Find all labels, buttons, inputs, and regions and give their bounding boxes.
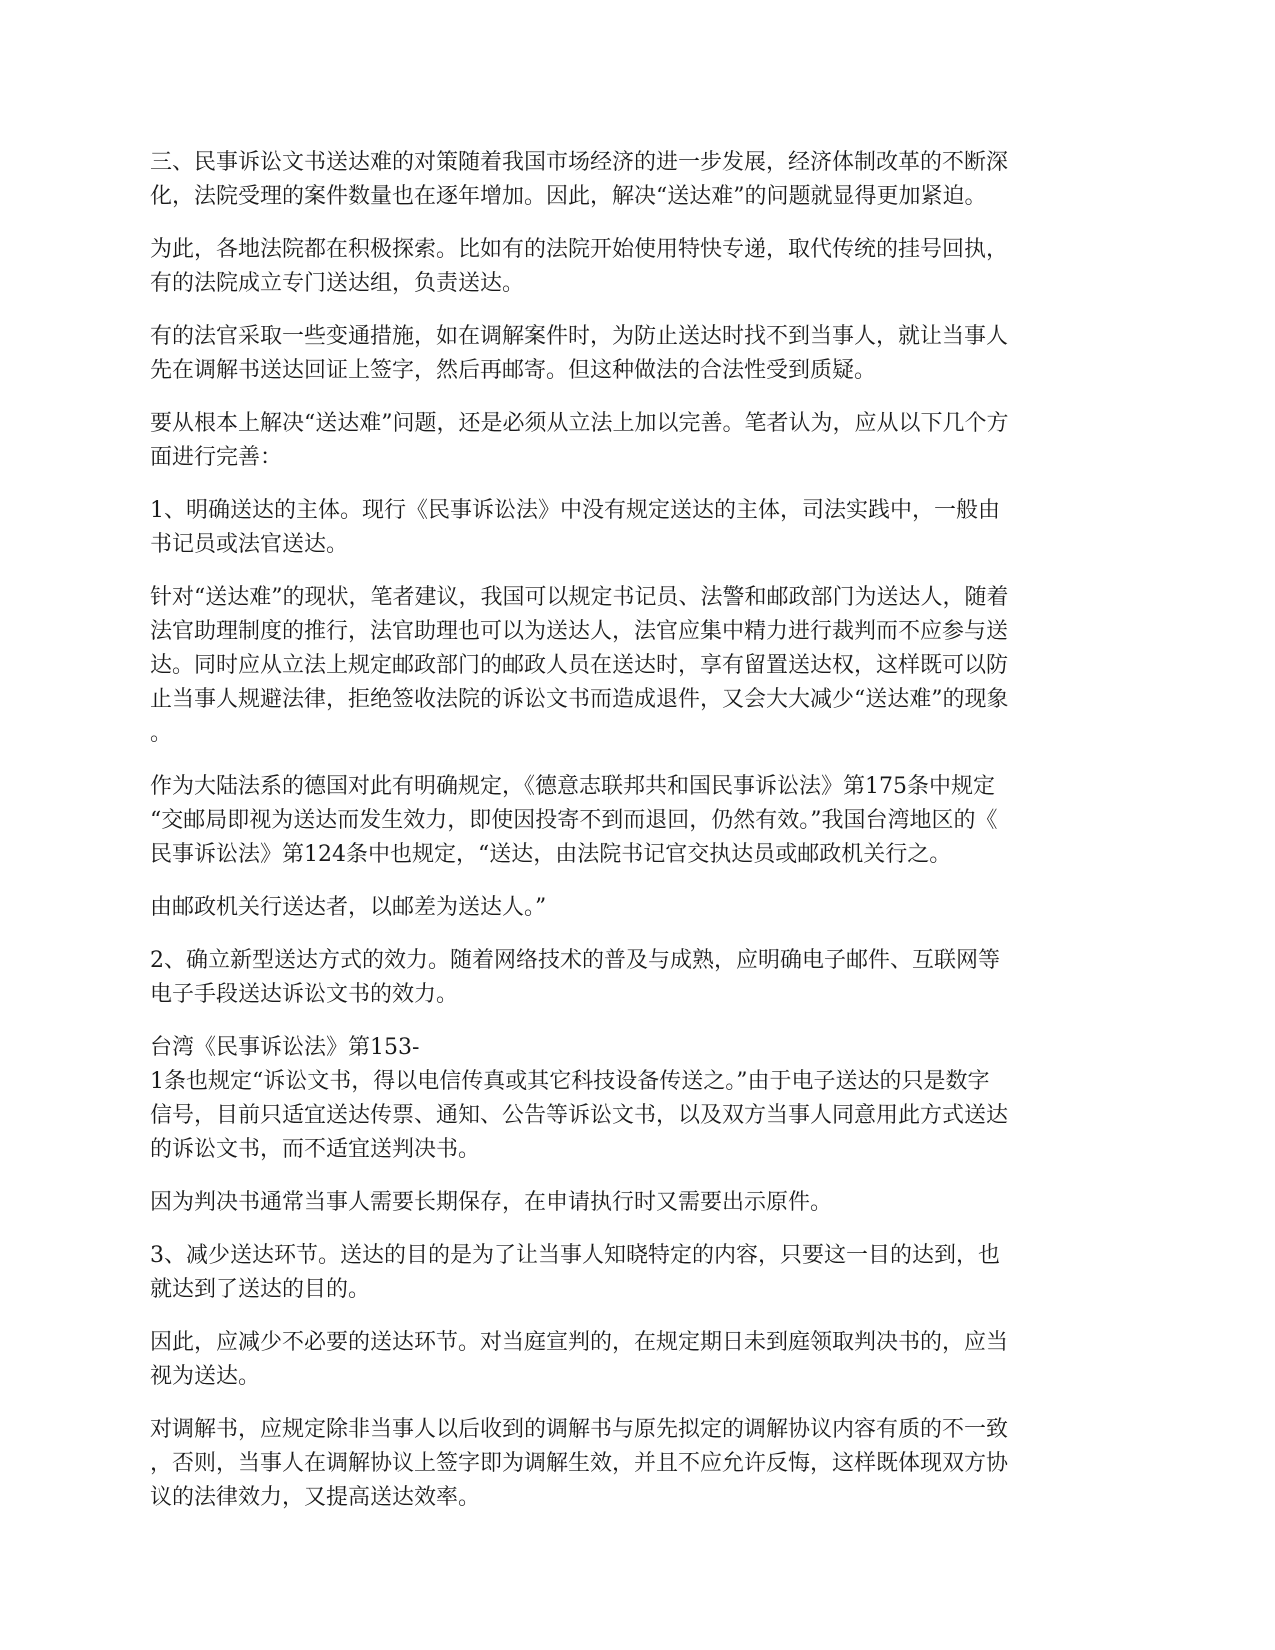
- document-page: [150, 146, 1130, 1534]
- paragraph: [150, 233, 1130, 301]
- paragraph: [150, 891, 1130, 925]
- text-line: 3、减少送达环节。送达的目的是为了让当事人知晓特定的内容，只要这一目的达到，也: [150, 1243, 1000, 1268]
- text-line: 化，法院受理的案件数量也在逐年增加。因此，解决“送达难”的问题就显得更加紧迫。: [150, 184, 987, 209]
- text-line: 因此，应减少不必要的送达环节。对当庭宣判的，在规定期日未到庭领取判决书的，应当: [150, 1330, 1009, 1355]
- text-line: 先在调解书送达回证上签字，然后再邮寄。但这种做法的合法性受到质疑。: [150, 358, 877, 383]
- text-line: 2、确立新型送达方式的效力。随着网络技术的普及与成熟，应明确电子邮件、互联网等: [150, 948, 1000, 973]
- text-line: 1条也规定“诉讼文书，得以电信传真或其它科技设备传送之。”由于电子送达的只是数字: [150, 1069, 990, 1094]
- text-line: 止当事人规避法律，拒绝签收法院的诉讼文书而造成退件，又会大大减少“送达难”的现象: [150, 687, 1009, 712]
- paragraph: [150, 1186, 1130, 1220]
- text-line: 台湾《民事诉讼法》第153-: [150, 1035, 420, 1060]
- text-line: 。: [150, 721, 173, 746]
- paragraph: [150, 1413, 1130, 1515]
- paragraph: [150, 407, 1130, 475]
- text-line: 达。同时应从立法上规定邮政部门的邮政人员在送达时，享有留置送达权，这样既可以防: [150, 653, 1009, 678]
- text-line: 法官助理制度的推行，法官助理也可以为送达人，法官应集中精力进行裁判而不应参与送: [150, 619, 1009, 644]
- text-line: ，否则，当事人在调解协议上签字即为调解生效，并且不应允许反悔，这样既体现双方协: [150, 1451, 1009, 1476]
- paragraph: [150, 494, 1130, 562]
- paragraph: [150, 944, 1130, 1012]
- paragraph: [150, 1326, 1130, 1394]
- text-line: 有的法官采取一些变通措施，如在调解案件时，为防止送达时找不到当事人，就让当事人: [150, 324, 1009, 349]
- paragraph: [150, 320, 1130, 388]
- text-line: 视为送达。: [150, 1364, 261, 1389]
- text-line: 由邮政机关行送达者，以邮差为送达人。”: [150, 895, 547, 920]
- paragraph: [150, 1239, 1130, 1307]
- text-line: 因为判决书通常当事人需要长期保存，在申请执行时又需要出示原件。: [150, 1190, 833, 1215]
- text-line: 为此，各地法院都在积极探索。比如有的法院开始使用特快专递，取代传统的挂号回执，: [150, 237, 1009, 262]
- text-line: 1、明确送达的主体。现行《民事诉讼法》中没有规定送达的主体，司法实践中，一般由: [150, 498, 1000, 523]
- text-line: 对调解书，应规定除非当事人以后收到的调解书与原先拟定的调解协议内容有质的不一致: [150, 1417, 1009, 1442]
- text-line: 就达到了送达的目的。: [150, 1277, 371, 1302]
- text-line: 的诉讼文书，而不适宜送判决书。: [150, 1137, 481, 1162]
- paragraph: [150, 770, 1130, 872]
- text-line: 面进行完善：: [150, 445, 283, 470]
- text-line: 书记员或法官送达。: [150, 532, 349, 557]
- text-line: 议的法律效力，又提高送达效率。: [150, 1485, 481, 1510]
- text-line: 电子手段送达诉讼文书的效力。: [150, 982, 459, 1007]
- text-line: 三、民事诉讼文书送达难的对策随着我国市场经济的进一步发展，经济体制改革的不断深: [150, 150, 1009, 175]
- text-line: “交邮局即视为送达而发生效力，即使因投寄不到而退回，仍然有效。”我国台湾地区的《: [150, 808, 998, 833]
- paragraph: [150, 1031, 1130, 1167]
- paragraph: [150, 581, 1130, 751]
- text-line: 信号，目前只适宜送达传票、通知、公告等诉讼文书，以及双方当事人同意用此方式送达: [150, 1103, 1009, 1128]
- text-line: 针对“送达难”的现状，笔者建议，我国可以规定书记员、法警和邮政部门为送达人，随着: [150, 585, 1009, 610]
- text-line: 有的法院成立专门送达组，负责送达。: [150, 271, 525, 296]
- text-line: 要从根本上解决“送达难”问题，还是必须从立法上加以完善。笔者认为，应从以下几个方: [150, 411, 1009, 436]
- text-line: 民事诉讼法》第124条中也规定，“送达，由法院书记官交执达员或邮政机关行之。: [150, 842, 952, 867]
- paragraph: [150, 146, 1130, 214]
- text-line: 作为大陆法系的德国对此有明确规定，《德意志联邦共和国民事诉讼法》第175条中规定: [150, 774, 995, 799]
